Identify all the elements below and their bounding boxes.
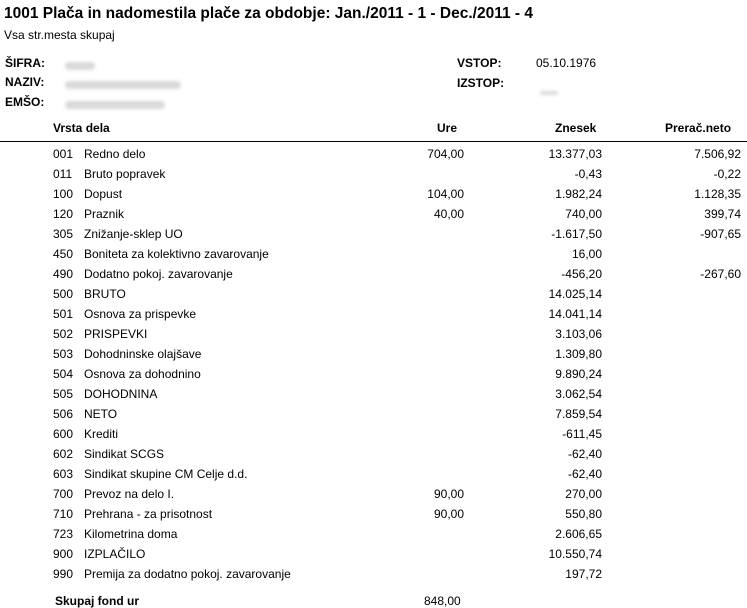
row-name: Boniteta za kolektivno zavarovanje <box>84 247 269 261</box>
row-code: 506 <box>53 407 74 421</box>
row-code: 700 <box>53 487 74 501</box>
row-name: BRUTO <box>84 287 126 301</box>
row-znesek: -62,40 <box>567 467 602 481</box>
row-name: Osnova za dohodnino <box>84 367 201 381</box>
row-ure: 90,00 <box>433 487 464 501</box>
row-code: 305 <box>53 227 74 241</box>
row-code: 120 <box>53 207 74 221</box>
row-name: NETO <box>84 407 118 421</box>
row-znesek: 550,80 <box>565 507 602 521</box>
row-prerac-neto: 1.128,35 <box>694 187 741 201</box>
naziv-label: NAZIV: <box>5 75 45 89</box>
row-code: 490 <box>53 267 74 281</box>
table-row <box>0 244 747 264</box>
row-ure: 40,00 <box>433 207 464 221</box>
row-znesek: -0,43 <box>574 167 602 181</box>
row-znesek: 270,00 <box>565 487 602 501</box>
row-name: Dopust <box>84 187 123 201</box>
vstop-label: VSTOP: <box>457 56 502 70</box>
table-row <box>0 204 747 224</box>
table-row <box>0 304 747 324</box>
table-row <box>0 144 747 164</box>
total-ure: 848,00 <box>424 594 461 608</box>
row-name: Kilometrina doma <box>84 527 178 541</box>
row-name: Krediti <box>84 427 119 441</box>
row-name: Bruto popravek <box>84 167 166 181</box>
row-code: 500 <box>53 287 74 301</box>
row-znesek: -611,45 <box>562 427 602 441</box>
row-code: 723 <box>53 527 74 541</box>
row-prerac-neto: -267,60 <box>700 267 741 281</box>
col-header-vrsta-dela: Vrsta dela <box>53 121 110 135</box>
row-ure: 704,00 <box>427 147 464 161</box>
row-name: Praznik <box>84 207 125 221</box>
report-subtitle: Vsa str.mesta skupaj <box>4 28 115 42</box>
row-znesek: 1.982,24 <box>555 187 602 201</box>
row-prerac-neto: -0,22 <box>713 167 741 181</box>
table-row <box>0 484 747 504</box>
row-code: 501 <box>53 307 74 321</box>
row-code: 603 <box>53 467 74 481</box>
row-znesek: 14.025,14 <box>548 287 602 301</box>
row-name: Prehrana - za prisotnost <box>84 507 213 521</box>
col-header-znesek: Znesek <box>555 121 597 135</box>
row-name: Znižanje-sklep UO <box>84 227 183 241</box>
row-znesek: 1.309,80 <box>555 347 602 361</box>
row-code: 502 <box>53 327 74 341</box>
row-name: Prevoz na delo I. <box>84 487 175 501</box>
col-header-ure: Ure <box>437 121 458 135</box>
row-name: Premija za dodatno pokoj. zavarovanje <box>84 567 291 581</box>
table-row <box>0 504 747 524</box>
row-name: Osnova za prispevke <box>84 307 197 321</box>
row-znesek: -456,20 <box>561 267 602 281</box>
col-header-prerac-neto: Prerač.neto <box>665 121 732 135</box>
table-row <box>0 264 747 284</box>
izstop-label: IZSTOP: <box>457 76 505 90</box>
table-row <box>0 564 747 584</box>
row-ure: 90,00 <box>433 507 464 521</box>
row-znesek: 14.041,14 <box>548 307 602 321</box>
row-name: Sindikat skupine CM Celje d.d. <box>84 467 248 481</box>
table-row <box>0 424 747 444</box>
table-row <box>0 524 747 544</box>
row-name: Redno delo <box>84 147 146 161</box>
row-znesek: 7.859,54 <box>555 407 602 421</box>
row-name: IZPLAČILO <box>84 547 146 561</box>
row-code: 600 <box>53 427 74 441</box>
table-row <box>0 284 747 304</box>
row-znesek: 10.550,74 <box>548 547 602 561</box>
table-row <box>0 544 747 564</box>
table-row <box>0 324 747 344</box>
emso-value-redacted <box>65 98 165 112</box>
emso-label: EMŠO: <box>5 95 45 109</box>
row-name: Dohodninske olajšave <box>84 347 202 361</box>
row-code: 900 <box>53 547 74 561</box>
row-znesek: 197,72 <box>565 567 602 581</box>
row-code: 450 <box>53 247 74 261</box>
row-znesek: 2.606,65 <box>555 527 602 541</box>
row-code: 990 <box>53 567 74 581</box>
row-code: 602 <box>53 447 74 461</box>
table-row <box>0 344 747 364</box>
table-row <box>0 384 747 404</box>
table-row <box>0 364 747 384</box>
sifra-label: ŠIFRA: <box>5 56 45 70</box>
row-code: 505 <box>53 387 74 401</box>
naziv-value-redacted <box>65 78 181 92</box>
row-code: 503 <box>53 347 74 361</box>
row-code: 011 <box>53 167 73 181</box>
row-znesek: 16,00 <box>571 247 602 261</box>
table-row <box>0 164 747 184</box>
row-code: 001 <box>53 147 74 161</box>
row-code: 100 <box>53 187 74 201</box>
table-row <box>0 404 747 424</box>
row-code: 710 <box>53 507 74 521</box>
wage-items-list <box>0 144 747 584</box>
row-znesek: 9.890,24 <box>555 367 602 381</box>
header-divider <box>0 141 747 142</box>
total-label: Skupaj fond ur <box>55 594 139 608</box>
row-name: PRISPEVKI <box>84 327 148 341</box>
izstop-value-redacted <box>540 84 560 98</box>
row-name: Dodatno pokoj. zavarovanje <box>84 267 233 281</box>
row-znesek: 3.103,06 <box>555 327 602 341</box>
row-znesek: -62,40 <box>567 447 602 461</box>
report-title: 1001 Plača in nadomestila plače za obdobje: Jan./2011 - 1 - Dec./2011 - 4 <box>4 5 533 22</box>
row-znesek: -1.617,50 <box>551 227 602 241</box>
row-prerac-neto: 399,74 <box>704 207 741 221</box>
row-znesek: 3.062,54 <box>555 387 602 401</box>
row-prerac-neto: 7.506,92 <box>694 147 741 161</box>
row-znesek: 740,00 <box>565 207 602 221</box>
row-prerac-neto: -907,65 <box>700 227 741 241</box>
row-code: 504 <box>53 367 74 381</box>
table-row <box>0 184 747 204</box>
table-row <box>0 224 747 244</box>
sifra-value-redacted <box>65 59 95 73</box>
table-row <box>0 464 747 484</box>
vstop-value: 05.10.1976 <box>536 56 597 70</box>
row-ure: 104,00 <box>427 187 464 201</box>
row-znesek: 13.377,03 <box>548 147 602 161</box>
table-row <box>0 444 747 464</box>
row-name: Sindikat SCGS <box>84 447 165 461</box>
row-name: DOHODNINA <box>84 387 158 401</box>
